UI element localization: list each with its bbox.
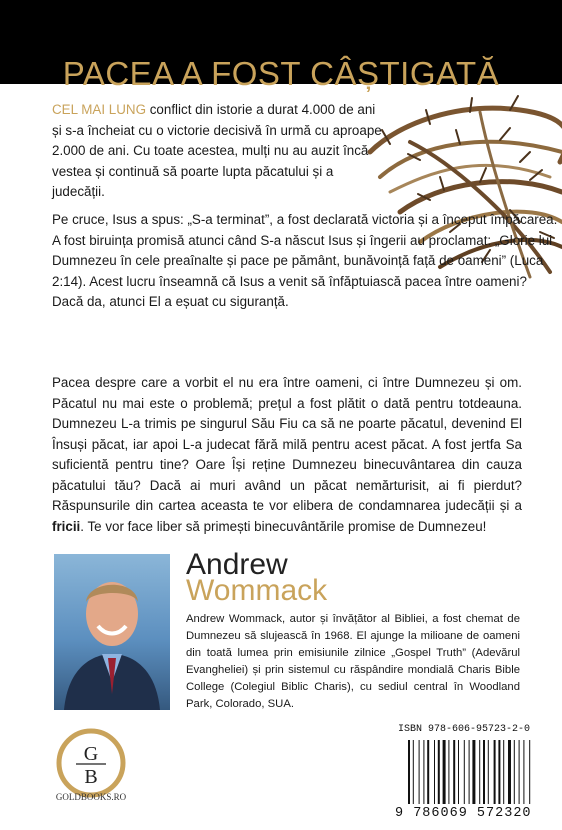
cross-paragraph: Pe cruce, Isus a spus: „S-a terminat”, a fost declarată victoria și a început împăcarea. A fost biruința promisă atunci când S-a născut Isus și îngerii au proclamat: „Glorie lui Dumnezeu în cele preaînalte și pace pe pământ, bunăvoință față de oameni” (Luca 2:14). Acest lucru înseamnă că Isus a venit să înfăptuiască pacea între oameni? Dacă da, atunci El a eșuat cu siguranță. [52, 212, 558, 309]
author-last-name: Wommack [186, 574, 328, 607]
intro-text: conflict din istorie a durat 4.000 de ani și s-a încheiat cu o victorie decisivă în urmă cu aproape 2.000 de ani. Cu toate acestea, mulți nu au auzit încă vestea și continuă să poarte lupta păcatului și a judecății. [52, 102, 382, 199]
barcode-icon [408, 740, 552, 804]
barcode-number: 9 786069 572320 [395, 806, 532, 821]
intro-lead: CEL MAI LUNG [52, 102, 147, 117]
isbn-label: ISBN 978-606-95723-2-0 [398, 724, 531, 735]
author-photo [54, 554, 170, 710]
author-first-name: Andrew [186, 548, 288, 581]
intro-paragraph [52, 100, 382, 203]
author-portrait-graphic [54, 554, 170, 710]
peace-paragraph [52, 373, 522, 537]
logo-letter-b: B [84, 766, 98, 788]
peace-text-before: Pacea despre care a vorbit el nu era între oameni, ci între Dumnezeu și om. Păcatul nu mai este o problemă; prețul a fost plătit o dată pentru totdeauna. Dumnezeu L-a trimis pe singurul Său Fiu ca să ne poarte păcatul, devenind El Însuși păcat, iar apoi L-a judecat fără milă pentru acest păcat. A fost jertfa Sa suficientă pentru tine? Oare Își reține Dumnezeu binecuvântarea din cauza păcatului tău? Dacă ai muri având un păcat nemărturisit, ai fi pierdut? Răspunsurile din cartea aceasta te vor elibera de condamnarea judecății și a [52, 375, 522, 513]
logo-letter-g: G [83, 743, 99, 765]
peace-bold-word: fricii [52, 518, 81, 534]
publisher-name: GOLDBOOKS.RO [55, 792, 127, 802]
peace-text-after: . Te vor face liber să primești binecuvântările promise de Dumnezeu! [80, 518, 487, 534]
author-bio: Andrew Wommack, autor și învățător al Bibliei, a fost chemat de Dumnezeu să slujească în 1968. El ajunge la milioane de oameni din toată lumea prin emisiunile zilnice „Gospel Truth” (Adevărul Evangheliei) și prin sistemul cu răspândire mondială Charis Bible College (Colegiul Biblic Charis), cu sediul central în Woodland Park, Colorado, SUA. [186, 613, 520, 710]
page-title: PACEA A FOST CÂȘTIGATĂ [62, 55, 500, 93]
goldbooks-logo-icon [56, 728, 126, 798]
